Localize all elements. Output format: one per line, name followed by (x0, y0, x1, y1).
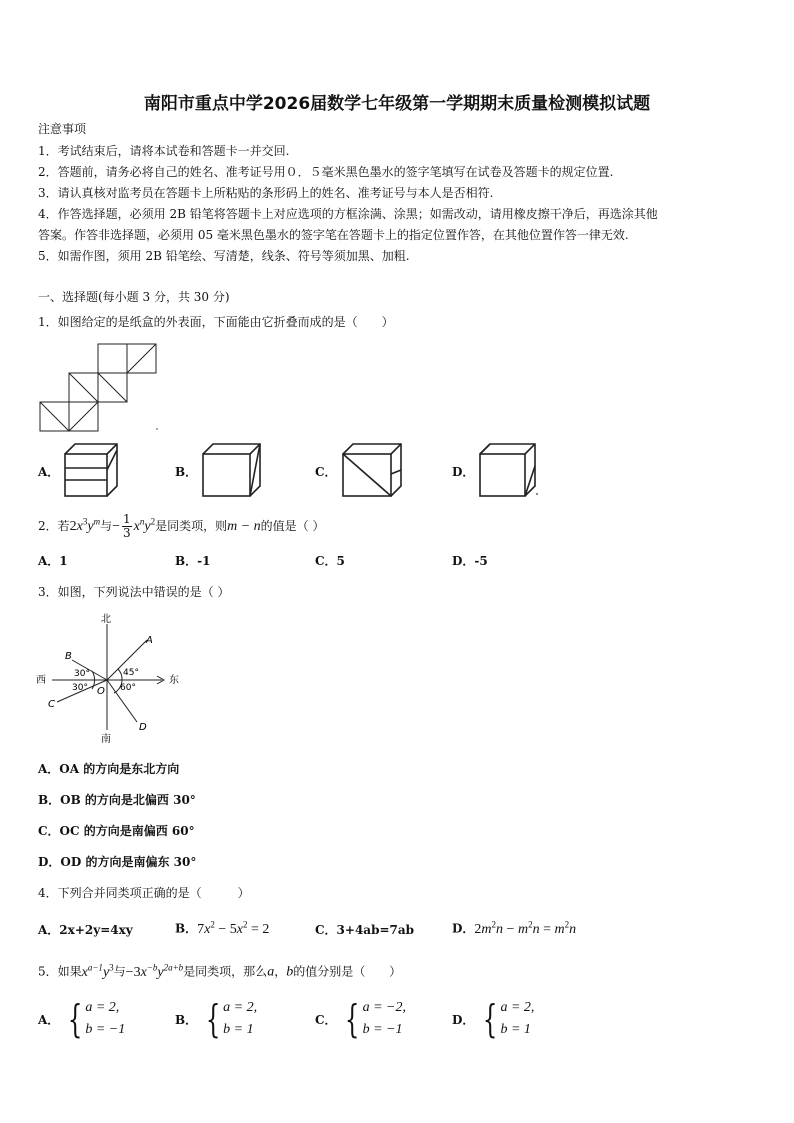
direction-figure (34, 610, 184, 748)
option-c: C．5 (315, 554, 345, 568)
angle-label: 60° (120, 683, 136, 693)
option-label: B． (175, 921, 198, 936)
question-2-prefix: 2．若 (38, 519, 70, 533)
point-label: A (146, 635, 153, 646)
option-label: D． (452, 921, 475, 936)
point-label: D (139, 722, 147, 733)
label-south: 南 (101, 734, 111, 745)
option-c: C． { a = −2, b = −1 (315, 997, 406, 1041)
option-b: B． { a = 2, b = 1 (175, 997, 258, 1041)
equation: b = 1 (500, 1022, 531, 1037)
fraction-denominator: 3 (123, 526, 131, 540)
notice-heading: 注意事项 (38, 122, 87, 136)
fraction-numerator: 1 (123, 512, 131, 526)
notice-item: 2．答题前，请务必将自己的姓名、准考证号用０．５毫米黑色墨水的签字笔填写在试卷及答题卡的规定位置. (38, 165, 614, 179)
question-5-prefix: 5．如果 (38, 964, 82, 979)
question-3-stem: 3．如图，下列说法中错误的是（ ） (38, 585, 230, 599)
equation: a = 2, (223, 1000, 258, 1015)
label-west: 西 (36, 675, 46, 686)
coefficient: 2 (69, 519, 77, 534)
equation: a = 2, (500, 1000, 535, 1015)
option-label: B． (175, 1012, 198, 1027)
point-label: O (97, 686, 105, 697)
fraction (122, 513, 132, 540)
term-2: $x^ny^2$ (133, 516, 156, 534)
option-label: A． (38, 1012, 60, 1027)
question-2-end: 的值是（ ） (260, 519, 325, 533)
notice-item: 3．请认真核对监考员在答题卡上所粘贴的条形码上的姓名、准考证号与本人是否相符. (38, 186, 494, 200)
label-east: 东 (169, 675, 179, 686)
option-c: C．3+4ab=7ab (315, 923, 415, 937)
cube-option-a (60, 440, 122, 500)
angle-label: 30° (72, 683, 88, 693)
box-net-figure (36, 342, 166, 434)
point-label: B (65, 651, 72, 662)
section-heading: 一、选择题(每小题 3 分，共 30 分) (38, 290, 230, 304)
option-d: D． { a = 2, b = 1 (452, 997, 535, 1041)
label-north: 北 (101, 614, 111, 625)
cube-option-d (475, 440, 541, 500)
equation: b = −1 (362, 1022, 403, 1037)
term-2: $-3x^{-b}y^{2a+b}$ (125, 962, 184, 980)
option-b: B．-1 (175, 554, 211, 568)
option-label: D． (452, 465, 475, 479)
question-4-stem: 4．下列合并同类项正确的是（ ） (38, 886, 250, 900)
equation: a = −2, (362, 1000, 406, 1015)
equation: b = −1 (85, 1022, 126, 1037)
page-title: 南阳市重点中学2026届数学七年级第一学期期末质量检测模拟试题 (143, 94, 651, 114)
equation: a = 2, (85, 1000, 120, 1015)
angle-label: 45° (123, 668, 139, 678)
notice-item: 1．考试结束后，请将本试卷和答题卡一并交回. (38, 144, 290, 158)
question-2-mid2: 是同类项，则 (155, 519, 228, 533)
term-1: $x^{a-1}y^3$ (81, 962, 114, 980)
option-label: B． (175, 465, 198, 479)
variables-a-b: a (267, 964, 275, 980)
equation: b = 1 (223, 1022, 254, 1037)
notice-item: 5．如需作图，须用 2B 铅笔绘、写清楚，线条、符号等须加黑、加粗. (38, 249, 410, 263)
cube-option-c (338, 440, 406, 500)
angle-label: 30° (74, 669, 90, 679)
question-2-mid1: 与 (100, 519, 113, 533)
option-label: A． (38, 465, 60, 479)
option-d: D．-5 (452, 554, 488, 568)
option-a: A．OA 的方向是东北方向 (38, 762, 180, 776)
option-d: D．OD 的方向是南偏东 30° (38, 855, 197, 869)
option-b: B．OB 的方向是北偏西 30° (38, 793, 196, 807)
option-b: B．$7x^2 - 5x^2 = 2$ (175, 919, 270, 937)
cube-option-b (198, 440, 264, 500)
question-5-end: 的值分别是（ ） (293, 964, 402, 979)
option-a: A．1 (38, 554, 68, 568)
question-1-stem: 1．如图给定的是纸盒的外表面，下面能由它折叠而成的是（ ） (38, 315, 394, 329)
question-5-stem: 5．如果$x^{a-1}y^3$与$-3x^{-b}y^{2a+b}$是同类项，那么a，b的值分别是（ ） (38, 962, 402, 980)
option-a: A．2x+2y=4xy (38, 923, 133, 937)
expression-m-n: m − n (227, 519, 261, 534)
question-5-mid2: 是同类项，那么 (183, 964, 268, 979)
point-label: C (48, 699, 55, 710)
option-label: D． (452, 1012, 475, 1027)
option-label: C． (315, 1012, 337, 1027)
notice-item: 答案。作答非选择题，必须用 05 毫米黑色墨水的签字笔在答题卡上的指定位置作答，在其他位置作答一律无效. (38, 228, 629, 242)
notice-item: 4．作答选择题，必须用 2B 铅笔将答题卡上对应选项的方框涂满、涂黑；如需改动，请用橡皮擦干净后，再选涂其他 (38, 207, 658, 221)
option-label: C． (315, 465, 337, 479)
option-a: A． { a = 2, b = −1 (38, 997, 126, 1041)
option-c: C．OC 的方向是南偏西 60° (38, 824, 195, 838)
option-d: D．$2m^2n - m^2n = m^2n$ (452, 919, 577, 937)
question-2-stem: 2．若$2x^3y^m$与− $\frac{1}{3}$ $x^ny^2$是同类项，则m − n的值是（ ） (38, 512, 325, 540)
term-1: $2x^3y^m$ (69, 516, 101, 534)
question-5-mid1: 与 (113, 964, 126, 979)
